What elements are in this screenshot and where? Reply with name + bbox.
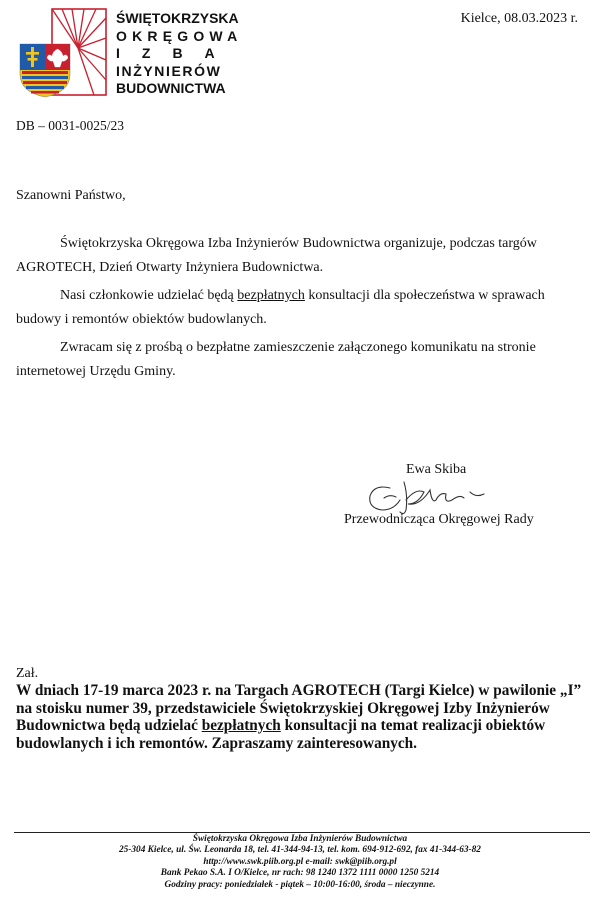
footer-line: http://www.swk.piib.org.pl e-mail: swk@piib.org.pl	[203, 856, 397, 867]
paragraph-3-text: Zwracam się z prośbą o bezpłatne zamieszczenie załączonego komunikatu na stronie internetowej Urzędu Gminy.	[16, 340, 536, 379]
paragraph-2-emphasis: bezpłatnych	[237, 288, 305, 303]
logo-emblem	[18, 8, 108, 98]
footer-divider	[14, 832, 590, 833]
coat-of-arms	[20, 44, 70, 97]
announcement-emphasis: bezpłatnych	[201, 717, 281, 734]
signatory-name: Ewa Skiba	[406, 462, 467, 477]
announcement-text-after: konsultacji na temat realizacji obiektów budowlanych i ich remontów. Zapraszamy zainteresowanych.	[16, 717, 546, 752]
paragraph-3	[16, 336, 582, 384]
footer-line: 25-304 Kielce, ul. Św. Leonarda 18, tel. 41-344-94-13, tel. kom. 694-912-692, fax 41-344-63-82	[119, 845, 481, 856]
footer-line: Bank Pekao S.A. I O/Kielce, nr rach: 98 1240 1372 1111 0000 1250 5214	[160, 868, 440, 879]
attachment-label: Zał.	[16, 666, 39, 681]
letter-date: Kielce, 08.03.2023 r.	[460, 11, 578, 26]
paragraph-2-text-before: Nasi członkowie udzielać będą	[60, 288, 238, 303]
org-name-line: IZBA	[116, 45, 237, 61]
paragraph-2-text-after: konsultacji dla społeczeństwa w sprawach budowy i remontów obiektów budowlanych.	[16, 288, 545, 327]
paragraph-2	[16, 284, 582, 332]
organization-logo	[18, 8, 108, 98]
org-name-line: INŻYNIERÓW	[116, 62, 222, 79]
paragraph-1	[16, 232, 582, 280]
org-name-line: ŚWIĘTOKRZYSKA	[116, 10, 239, 26]
signatory-role: Przewodnicząca Okręgowej Rady	[344, 512, 534, 527]
org-name-line: OKRĘGOWA	[116, 27, 243, 44]
attachment-announcement	[16, 682, 596, 752]
footer	[0, 834, 600, 891]
announcement-text-before: W dniach 17-19 marca 2023 r. na Targach AGROTECH (Targi Kielce) w pawilonie „I” na stoisku numer 39, przedstawiciele Świętokrzyskiej Okręgowej Izby Inżynierów Budownictwa będą udzielać	[16, 682, 582, 734]
organization-name	[116, 10, 242, 98]
org-name-line: BUDOWNICTWA	[116, 80, 226, 96]
handwritten-signature	[360, 470, 510, 518]
paragraph-1-text: Świętokrzyska Okręgowa Izba Inżynierów Budownictwa organizuje, podczas targów AGROTECH, Dzień Otwarty Inżyniera Budownictwa.	[16, 236, 537, 275]
footer-line: Świętokrzyska Okręgowa Izba Inżynierów Budownictwa	[192, 834, 408, 844]
salutation: Szanowni Państwo,	[16, 188, 126, 203]
reference-number: DB – 0031-0025/23	[16, 118, 124, 133]
footer-line: Godziny pracy: poniedziałek - piątek – 10:00-16:00, środa – nieczynne.	[164, 879, 436, 890]
